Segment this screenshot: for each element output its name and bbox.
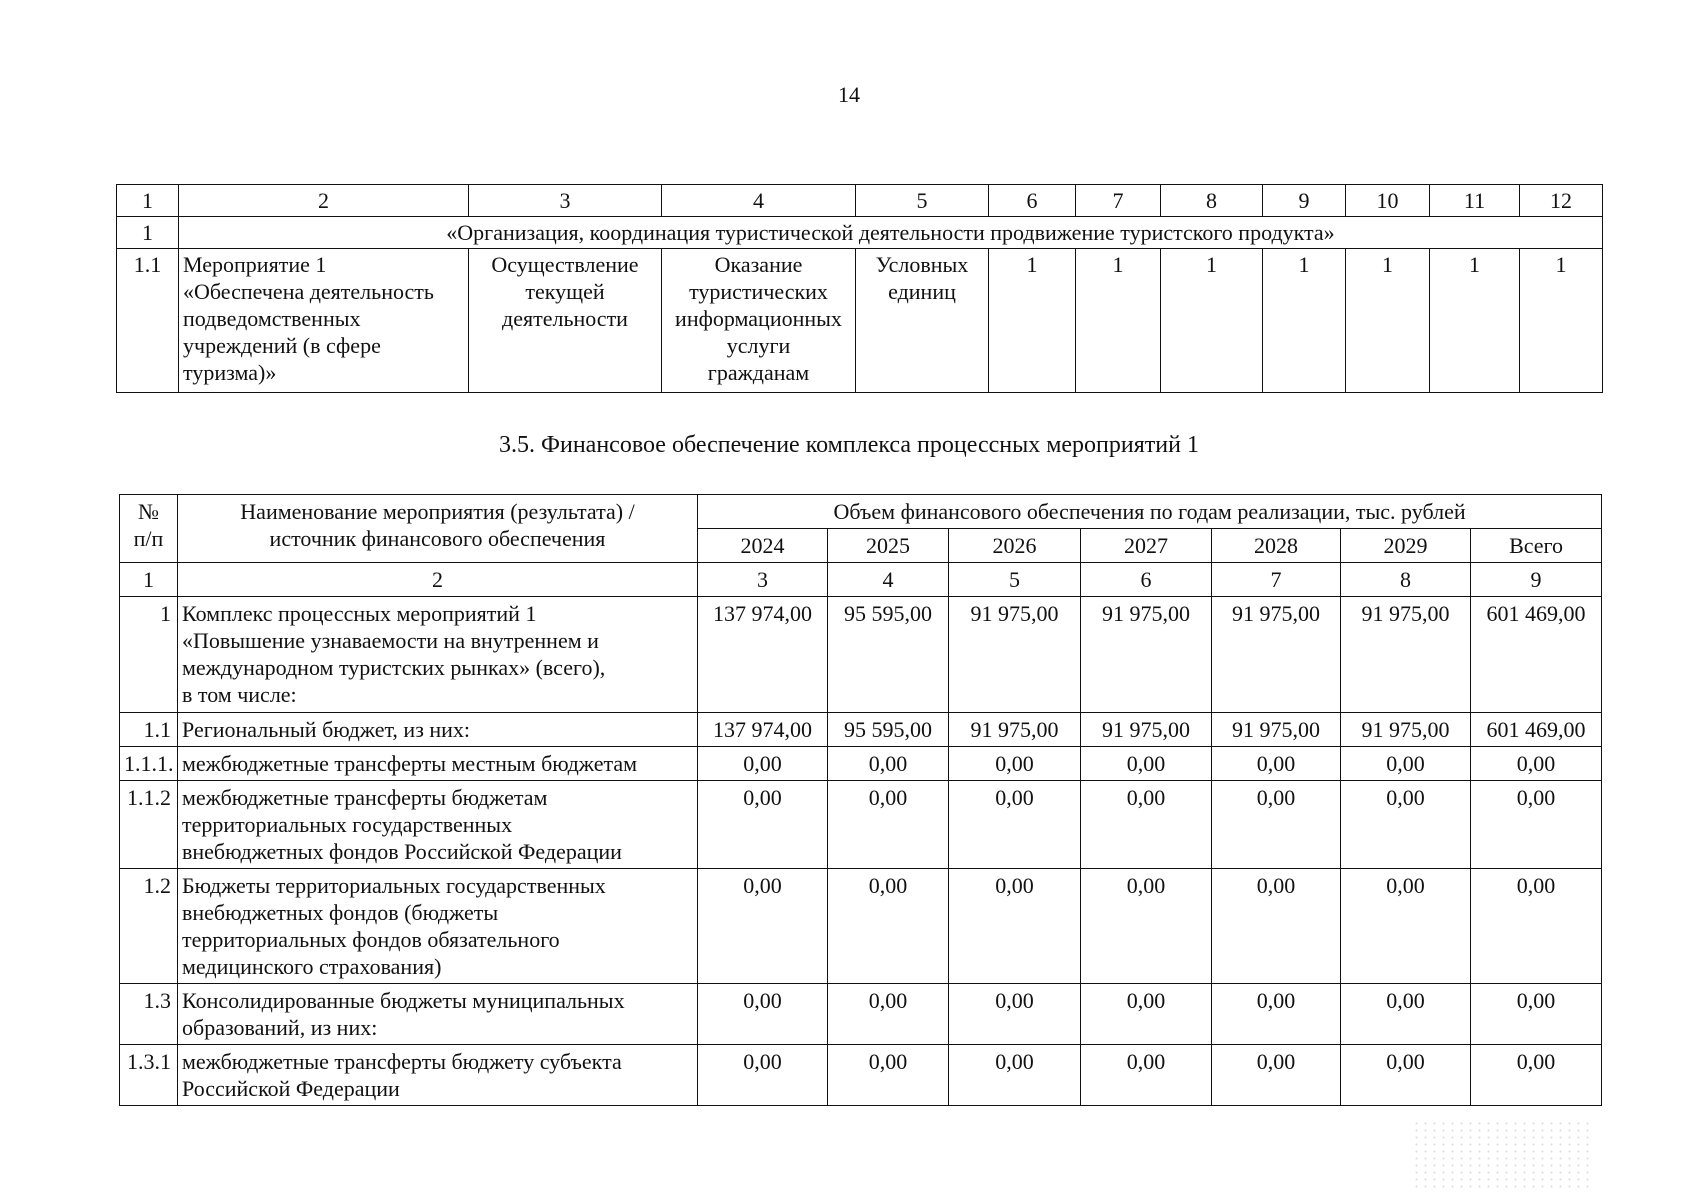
amount-cell: 0,00 [828, 1045, 949, 1106]
amount-cell: 137 974,00 [698, 597, 828, 713]
text-line: Осуществление [491, 252, 639, 277]
scan-noise [1412, 1120, 1592, 1192]
text-line: подведомственных [183, 306, 361, 331]
row-name [178, 597, 698, 713]
column-number: 10 [1346, 185, 1430, 217]
year-header: 2025 [828, 529, 949, 563]
amount-cell: 601 469,00 [1471, 713, 1602, 747]
amount-cell: 0,00 [828, 747, 949, 781]
amount-cell: 91 975,00 [1212, 597, 1341, 713]
text-line: деятельности [502, 306, 628, 331]
column-number: 5 [949, 563, 1081, 597]
text-line: Комплекс процессных мероприятий 1 [182, 601, 537, 626]
column-number: 4 [828, 563, 949, 597]
value-cell: 1 [1161, 249, 1263, 393]
column-number: 6 [989, 185, 1076, 217]
measure-type [469, 249, 662, 393]
amount-cell: 95 595,00 [828, 713, 949, 747]
row-name [178, 781, 698, 869]
text-line: Российской Федерации [182, 1076, 400, 1101]
year-header: 2026 [949, 529, 1081, 563]
text-line: туристических [689, 279, 828, 304]
text-line: Консолидированные бюджеты муниципальных [182, 988, 625, 1013]
column-number: 8 [1161, 185, 1263, 217]
column-number: 4 [662, 185, 856, 217]
text-line: межбюджетные трансферты бюджетам [182, 785, 548, 810]
amount-cell: 0,00 [1081, 747, 1212, 781]
column-number: 2 [179, 185, 469, 217]
amount-cell: 0,00 [1081, 1045, 1212, 1106]
amount-cell: 91 975,00 [1081, 597, 1212, 713]
text-line: территориальных государственных [182, 812, 513, 837]
text-line: источник финансового обеспечения [269, 526, 606, 551]
table-row [120, 713, 1602, 747]
amount-cell: 0,00 [949, 781, 1081, 869]
amount-cell: 0,00 [1081, 984, 1212, 1045]
amount-cell: 0,00 [698, 781, 828, 869]
amount-cell: 0,00 [1212, 747, 1341, 781]
amount-cell: 0,00 [698, 869, 828, 984]
amount-cell: 95 595,00 [828, 597, 949, 713]
amount-cell: 0,00 [1341, 869, 1471, 984]
amount-cell: 0,00 [949, 869, 1081, 984]
amount-cell: 601 469,00 [1471, 597, 1602, 713]
amount-cell: 0,00 [1341, 984, 1471, 1045]
table-row [120, 1045, 1602, 1106]
header-row [120, 495, 1602, 529]
column-number: 9 [1263, 185, 1346, 217]
row-number: 1.1.2 [120, 781, 178, 869]
total-header: Всего [1471, 529, 1602, 563]
amount-cell: 0,00 [949, 984, 1081, 1045]
amount-cell: 0,00 [949, 747, 1081, 781]
measure-result [662, 249, 856, 393]
row-number: 1.1 [120, 713, 178, 747]
value-cell: 1 [1076, 249, 1161, 393]
text-line: медицинского страхования) [182, 954, 442, 979]
value-cell: 1 [989, 249, 1076, 393]
year-header: 2028 [1212, 529, 1341, 563]
amount-cell: 0,00 [1471, 869, 1602, 984]
table-row [117, 249, 1603, 393]
row-number: 1.3 [120, 984, 178, 1045]
row-name [178, 984, 698, 1045]
table-row [120, 747, 1602, 781]
amount-cell: 0,00 [1081, 869, 1212, 984]
column-number: 3 [469, 185, 662, 217]
column-number: 12 [1520, 185, 1603, 217]
text-line: туризма)» [183, 360, 277, 385]
amount-cell: 0,00 [1341, 781, 1471, 869]
row-name [178, 869, 698, 984]
text-line: информационных [675, 306, 842, 331]
text-line: внебюджетных фондов (бюджеты [182, 900, 499, 925]
column-number: 5 [856, 185, 989, 217]
text-line: территориальных фондов обязательного [182, 927, 560, 952]
amount-cell: 0,00 [828, 869, 949, 984]
text-line: гражданам [707, 360, 810, 385]
text-line: Оказание [714, 252, 803, 277]
amount-cell: 0,00 [828, 984, 949, 1045]
amount-cell: 0,00 [1212, 984, 1341, 1045]
text-line: образований, из них: [182, 1015, 378, 1040]
row-number: 1 [120, 597, 178, 713]
page-number: 14 [838, 82, 860, 107]
text-line: Условных [875, 252, 969, 277]
section-title: «Организация, координация туристической деятельности продвижение туристского продукта» [179, 217, 1603, 249]
amount-cell: 0,00 [828, 781, 949, 869]
text-line: межбюджетные трансферты местным бюджетам [182, 751, 638, 776]
amount-cell: 0,00 [1212, 781, 1341, 869]
column-number: 9 [1471, 563, 1602, 597]
amount-cell: 0,00 [698, 984, 828, 1045]
text-line: единиц [888, 279, 956, 304]
amount-cell: 0,00 [1341, 747, 1471, 781]
row-name [178, 1045, 698, 1106]
value-cell: 1 [1520, 249, 1603, 393]
table-row [120, 597, 1602, 713]
amount-cell: 0,00 [1471, 1045, 1602, 1106]
text-line: Бюджеты территориальных государственных [182, 873, 606, 898]
table-row [120, 869, 1602, 984]
year-header: 2027 [1081, 529, 1212, 563]
text-line: межбюджетные трансферты бюджету субъекта [182, 1049, 622, 1074]
amount-cell: 91 975,00 [949, 597, 1081, 713]
amount-cell: 0,00 [949, 1045, 1081, 1106]
value-cell: 1 [1346, 249, 1430, 393]
amount-cell: 0,00 [1471, 984, 1602, 1045]
column-number: 6 [1081, 563, 1212, 597]
row-number: 1.1.1. [120, 747, 178, 781]
amount-cell: 0,00 [1081, 781, 1212, 869]
amount-cell: 91 975,00 [949, 713, 1081, 747]
text-line: международном туристских рынках» (всего), [182, 655, 606, 680]
text-line: внебюджетных фондов Российской Федерации [182, 839, 622, 864]
text-line: учреждений (в сфере [183, 333, 381, 358]
column-number: 11 [1430, 185, 1520, 217]
column-number-row [120, 563, 1602, 597]
column-number-row [117, 185, 1603, 217]
amount-cell: 91 975,00 [1081, 713, 1212, 747]
table-row [120, 984, 1602, 1045]
column-number: 7 [1212, 563, 1341, 597]
column-number: 8 [1341, 563, 1471, 597]
text-line: «Обеспечена деятельность [183, 279, 434, 304]
column-number: 1 [120, 563, 178, 597]
financing-table [119, 494, 1602, 1106]
row-number: 1.1 [117, 249, 179, 393]
text-line: Мероприятие 1 [183, 252, 327, 277]
amount-cell: 0,00 [698, 1045, 828, 1106]
number-header [120, 495, 178, 563]
section-row [117, 217, 1603, 249]
text-line: Региональный бюджет, из них: [182, 717, 471, 742]
column-number: 1 [117, 185, 179, 217]
year-header: 2029 [1341, 529, 1471, 563]
text-line: услуги [726, 333, 791, 358]
row-name [178, 747, 698, 781]
column-number: 3 [698, 563, 828, 597]
section-heading: 3.5. Финансовое обеспечение комплекса процессных мероприятий 1 [499, 432, 1199, 458]
results-table [116, 184, 1603, 393]
amount-cell: 91 975,00 [1212, 713, 1341, 747]
name-header [178, 495, 698, 563]
amount-cell: 0,00 [1471, 747, 1602, 781]
row-number: 1.3.1 [120, 1045, 178, 1106]
amount-cell: 0,00 [698, 747, 828, 781]
value-cell: 1 [1430, 249, 1520, 393]
measure-name [179, 249, 469, 393]
measure-unit [856, 249, 989, 393]
text-line: в том числе: [182, 682, 297, 707]
text-line: «Повышение узнаваемости на внутреннем и [182, 628, 599, 653]
table-row [120, 781, 1602, 869]
amount-cell: 0,00 [1341, 1045, 1471, 1106]
amount-cell: 91 975,00 [1341, 597, 1471, 713]
column-number: 2 [178, 563, 698, 597]
row-number: 1.2 [120, 869, 178, 984]
column-number: 7 [1076, 185, 1161, 217]
text-line: № [138, 499, 159, 524]
year-header: 2024 [698, 529, 828, 563]
amount-cell: 91 975,00 [1341, 713, 1471, 747]
value-cell: 1 [1263, 249, 1346, 393]
section-number: 1 [117, 217, 179, 249]
volume-header: Объем финансового обеспечения по годам реализации, тыс. рублей [698, 495, 1602, 529]
amount-cell: 0,00 [1212, 869, 1341, 984]
text-line: п/п [133, 526, 164, 551]
amount-cell: 137 974,00 [698, 713, 828, 747]
amount-cell: 0,00 [1212, 1045, 1341, 1106]
row-name [178, 713, 698, 747]
text-line: текущей [525, 279, 605, 304]
text-line: Наименование мероприятия (результата) / [240, 499, 635, 524]
amount-cell: 0,00 [1471, 781, 1602, 869]
